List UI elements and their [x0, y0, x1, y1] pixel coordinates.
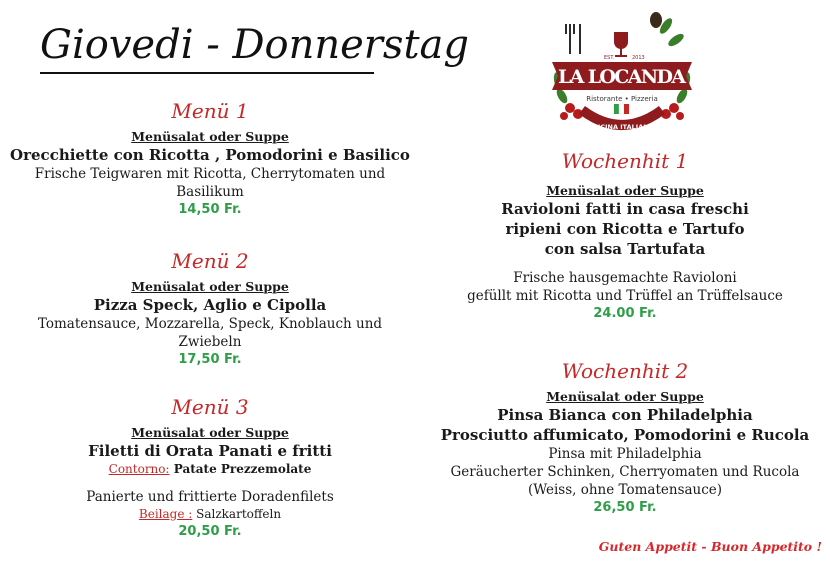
fork-knife-icon: [566, 24, 580, 54]
title-underline: [40, 72, 374, 74]
special-2: [425, 358, 825, 517]
logo-year: 2013: [632, 55, 645, 61]
menu-dish: Pizza Speck, Aglio e Cipolla: [93, 296, 327, 314]
menu-starter: Menüsalat oder Suppe: [131, 129, 289, 144]
menu-1: [10, 98, 410, 219]
menu-2: [10, 248, 410, 369]
special-heading: Wochenhit 2: [561, 359, 689, 383]
olive-icon: [650, 12, 662, 28]
menu-heading: Menü 3: [171, 395, 249, 419]
special-desc-line: (Weiss, ohne Tomatensauce): [527, 482, 723, 498]
side-value-de: Salzkartoffeln: [192, 507, 282, 521]
footer-greeting: Guten Appetit - Buon Appetito !: [598, 539, 822, 554]
special-dish-line: con salsa Tartufata: [544, 240, 706, 258]
menu-side-german: [10, 506, 410, 523]
special-desc-line: Frische hausgemachte Ravioloni: [513, 270, 737, 286]
menu-dish: Orecchiette con Ricotta , Pomodorini e Basilico: [10, 146, 410, 164]
menu-dish: Filetti di Orata Panati e fritti: [88, 442, 332, 460]
logo-est: EST.: [604, 55, 615, 61]
special-dish-line: Prosciutto affumicato, Pomodorini e Rucola: [440, 426, 810, 444]
special-dish-line: Pinsa Bianca con Philadelphia: [497, 406, 753, 424]
logo-name: LA LOCANDA: [558, 66, 686, 88]
special-desc-line: Geräucherter Schinken, Cherryomaten und Rucola: [450, 464, 800, 480]
restaurant-logo: [548, 10, 696, 138]
italian-flag-icon: [614, 104, 629, 114]
special-price: 24.00 Fr.: [593, 306, 657, 321]
special-desc-line: gefüllt mit Ricotta und Trüffel an Trüffelsauce: [467, 288, 783, 304]
page-title: Giovedi - Donnerstag: [40, 22, 469, 68]
menu-starter: Menüsalat oder Suppe: [131, 279, 289, 294]
wine-glass-icon: [614, 32, 628, 57]
menu-starter: Menüsalat oder Suppe: [131, 425, 289, 440]
special-desc-line: Pinsa mit Philadelphia: [548, 446, 702, 462]
special-starter: Menüsalat oder Suppe: [546, 389, 704, 404]
special-1: [425, 148, 825, 323]
logo-tagline: Ristorante • Pizzeria: [586, 95, 658, 103]
menu-price: 17,50 Fr.: [178, 352, 242, 367]
menu-heading: Menü 1: [171, 99, 249, 123]
menu-description: Frische Teigwaren mit Ricotta, Cherrytomaten und Basilikum: [34, 166, 386, 200]
menu-3: [10, 394, 410, 541]
side-value: Patate Prezzemolate: [169, 462, 312, 476]
menu-side-italian: [10, 461, 410, 478]
special-dish-line: ripieni con Ricotta e Tartufo: [505, 220, 745, 238]
menu-description: Tomatensauce, Mozzarella, Speck, Knoblauch und Zwiebeln: [37, 316, 383, 350]
special-heading: Wochenhit 1: [561, 149, 689, 173]
logo-cuisine: CUCINA ITALIANA: [590, 123, 654, 131]
menu-price: 14,50 Fr.: [178, 202, 242, 217]
menu-description: Panierte und frittierte Doradenfilets: [86, 489, 334, 505]
side-label: Contorno:: [108, 462, 170, 476]
special-price: 26,50 Fr.: [593, 500, 657, 515]
menu-heading: Menü 2: [171, 249, 249, 273]
side-label-de: Beilage :: [138, 507, 193, 521]
special-dish-line: Ravioloni fatti in casa freschi: [501, 200, 749, 218]
special-starter: Menüsalat oder Suppe: [546, 183, 704, 198]
menu-price: 20,50 Fr.: [178, 524, 242, 539]
